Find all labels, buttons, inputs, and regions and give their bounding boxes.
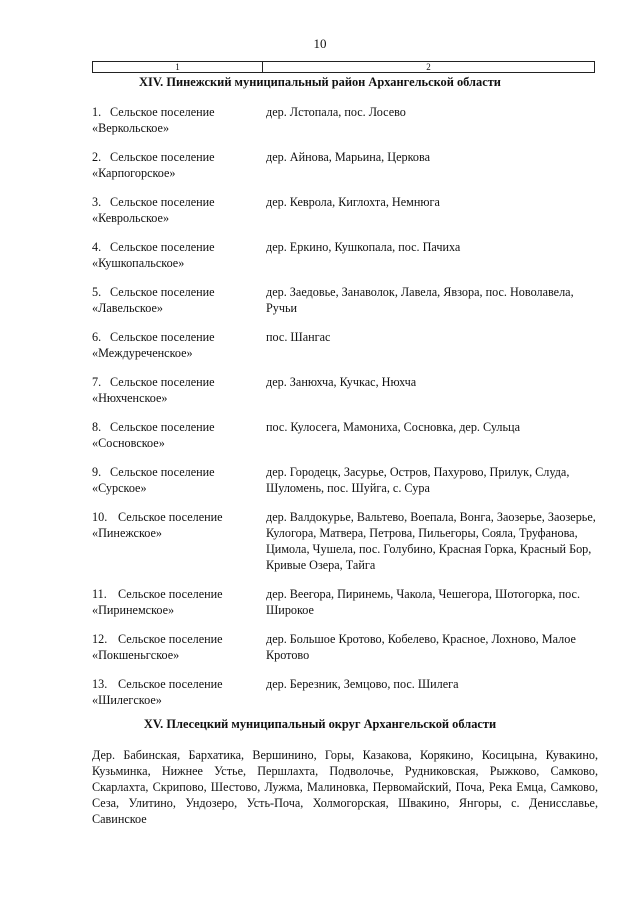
settlement-villages: пос. Шангас [266, 330, 331, 344]
settlement-type: Сельское поселение [110, 240, 215, 254]
settlement-number: 12. [92, 632, 108, 646]
settlement-number: 4. [92, 240, 102, 254]
settlement-title: «Покшеньгское» [92, 648, 180, 662]
settlement-name [92, 464, 266, 496]
settlement-villages: пос. Кулосега, Мамониха, Сосновка, дер. Сульца [266, 420, 520, 434]
settlement-type: Сельское поселение [118, 677, 223, 691]
settlement-villages: дер. Большое Кротово, Кобелево, Красное, Лохново, Малое Кротово [266, 632, 576, 662]
settlement-number: 6. [92, 330, 102, 344]
settlement-villages: дер. Березник, Земцово, пос. Шилега [266, 677, 459, 691]
settlement-row [92, 631, 602, 663]
settlement-title: «Пиринемское» [92, 603, 175, 617]
settlement-type: Сельское поселение [110, 285, 215, 299]
settlement-number: 8. [92, 420, 102, 434]
settlement-row [92, 329, 602, 361]
settlement-name [92, 329, 266, 361]
settlement-type: Сельское поселение [118, 632, 223, 646]
settlement-villages: дер. Лстопала, пос. Лосево [266, 105, 406, 119]
settlement-row [92, 509, 602, 573]
settlement-title: «Пинежское» [92, 526, 163, 540]
settlement-row [92, 194, 602, 226]
settlement-type: Сельское поселение [110, 420, 215, 434]
settlement-name [92, 586, 266, 618]
settlement-title: «Сосновское» [92, 436, 165, 450]
settlement-villages: дер. Веегора, Пиринемь, Чакола, Чешегора, Шотогорка, пос. Широкое [266, 587, 581, 617]
column-header-1: 1 [93, 62, 263, 73]
settlement-row [92, 419, 602, 451]
settlement-title: «Междуреченское» [92, 346, 193, 360]
settlement-row [92, 149, 602, 181]
plesetsk-villages-text: Дер. Бабинская, Бархатика, Вершинино, Горы, Казакова, Корякино, Косицына, Кувакино, Кузьминка, Нижнее Устье, Першлахта, Подволочье, Рудниковская, Рыжково, Самково, Скарлахта, Скрипово, Шестово, Лужма, Малиновка, Первомайский, Поча, Река Емца, Самково, Сеза, Улитино, Ундозеро, Усть-Поча, Холмогорская, Швакино, Янгоры, с. Денисславье, Савинское [92, 748, 598, 826]
column-header-2: 2 [263, 62, 595, 73]
section-15-title: XV. Плесецкий муниципальный округ Архангельской области [143, 717, 497, 731]
settlement-title: «Веркольское» [92, 121, 170, 135]
settlement-villages: дер. Валдокурье, Вальтево, Воепала, Вонга, Заозерье, Заозерье, Кулогора, Матвера, Петрова, Пильегоры, Сояла, Труфанова, Цимола, Чушела, пос. Голубино, Красная Горка, Красный Бор, Кривые Озера, Тайга [266, 510, 596, 572]
settlement-type: Сельское поселение [110, 150, 215, 164]
settlement-villages: дер. Еркино, Кушкопала, пос. Пачиха [266, 240, 461, 254]
settlement-title: «Нюхченское» [92, 391, 168, 405]
settlement-villages: дер. Занюхча, Кучкас, Нюхча [266, 375, 417, 389]
settlement-number: 3. [92, 195, 102, 209]
settlement-row [92, 104, 602, 136]
settlement-title: «Кушкопальское» [92, 256, 185, 270]
settlement-row [92, 464, 602, 496]
settlement-row [92, 586, 602, 618]
settlement-type: Сельское поселение [110, 375, 215, 389]
settlement-row [92, 374, 602, 406]
settlement-name [92, 676, 266, 708]
settlement-type: Сельское поселение [110, 465, 215, 479]
settlement-name [92, 284, 266, 316]
column-header-table [92, 61, 595, 73]
settlement-villages: дер. Заедовье, Занаволок, Лавела, Явзора, пос. Новолавела, Ручьи [266, 285, 574, 315]
settlement-name [92, 419, 266, 451]
settlement-row [92, 676, 602, 708]
settlement-number: 9. [92, 465, 102, 479]
settlement-name [92, 194, 266, 226]
section-14-title: XIV. Пинежский муниципальный район Архангельской области [139, 75, 501, 89]
settlement-number: 11. [92, 587, 107, 601]
settlement-list [92, 104, 602, 721]
settlement-name [92, 104, 266, 136]
settlement-villages: дер. Айнова, Марьина, Церкова [266, 150, 430, 164]
settlement-type: Сельское поселение [110, 330, 215, 344]
settlement-type: Сельское поселение [110, 105, 215, 119]
settlement-name [92, 149, 266, 181]
settlement-number: 7. [92, 375, 102, 389]
settlement-number: 10. [92, 510, 108, 524]
settlement-number: 5. [92, 285, 102, 299]
settlement-type: Сельское поселение [118, 587, 223, 601]
settlement-row [92, 284, 602, 316]
settlement-number: 1. [92, 105, 102, 119]
settlement-title: «Карпогорское» [92, 166, 176, 180]
settlement-title: «Лавельское» [92, 301, 163, 315]
settlement-title: «Шилегское» [92, 693, 162, 707]
settlement-name [92, 509, 266, 573]
settlement-number: 13. [92, 677, 108, 691]
settlement-row [92, 239, 602, 271]
settlement-type: Сельское поселение [110, 195, 215, 209]
settlement-name [92, 374, 266, 406]
settlement-title: «Кеврольское» [92, 211, 170, 225]
settlement-type: Сельское поселение [118, 510, 223, 524]
settlement-name [92, 239, 266, 271]
page-number: 10 [313, 36, 327, 51]
settlement-number: 2. [92, 150, 102, 164]
settlement-name [92, 631, 266, 663]
settlement-villages: дер. Кеврола, Киглохта, Немнюга [266, 195, 440, 209]
settlement-villages: дер. Городецк, Засурье, Остров, Пахурово, Прилук, Слуда, Шуломень, пос. Шуйга, с. Сура [266, 465, 570, 495]
settlement-title: «Сурское» [92, 481, 147, 495]
